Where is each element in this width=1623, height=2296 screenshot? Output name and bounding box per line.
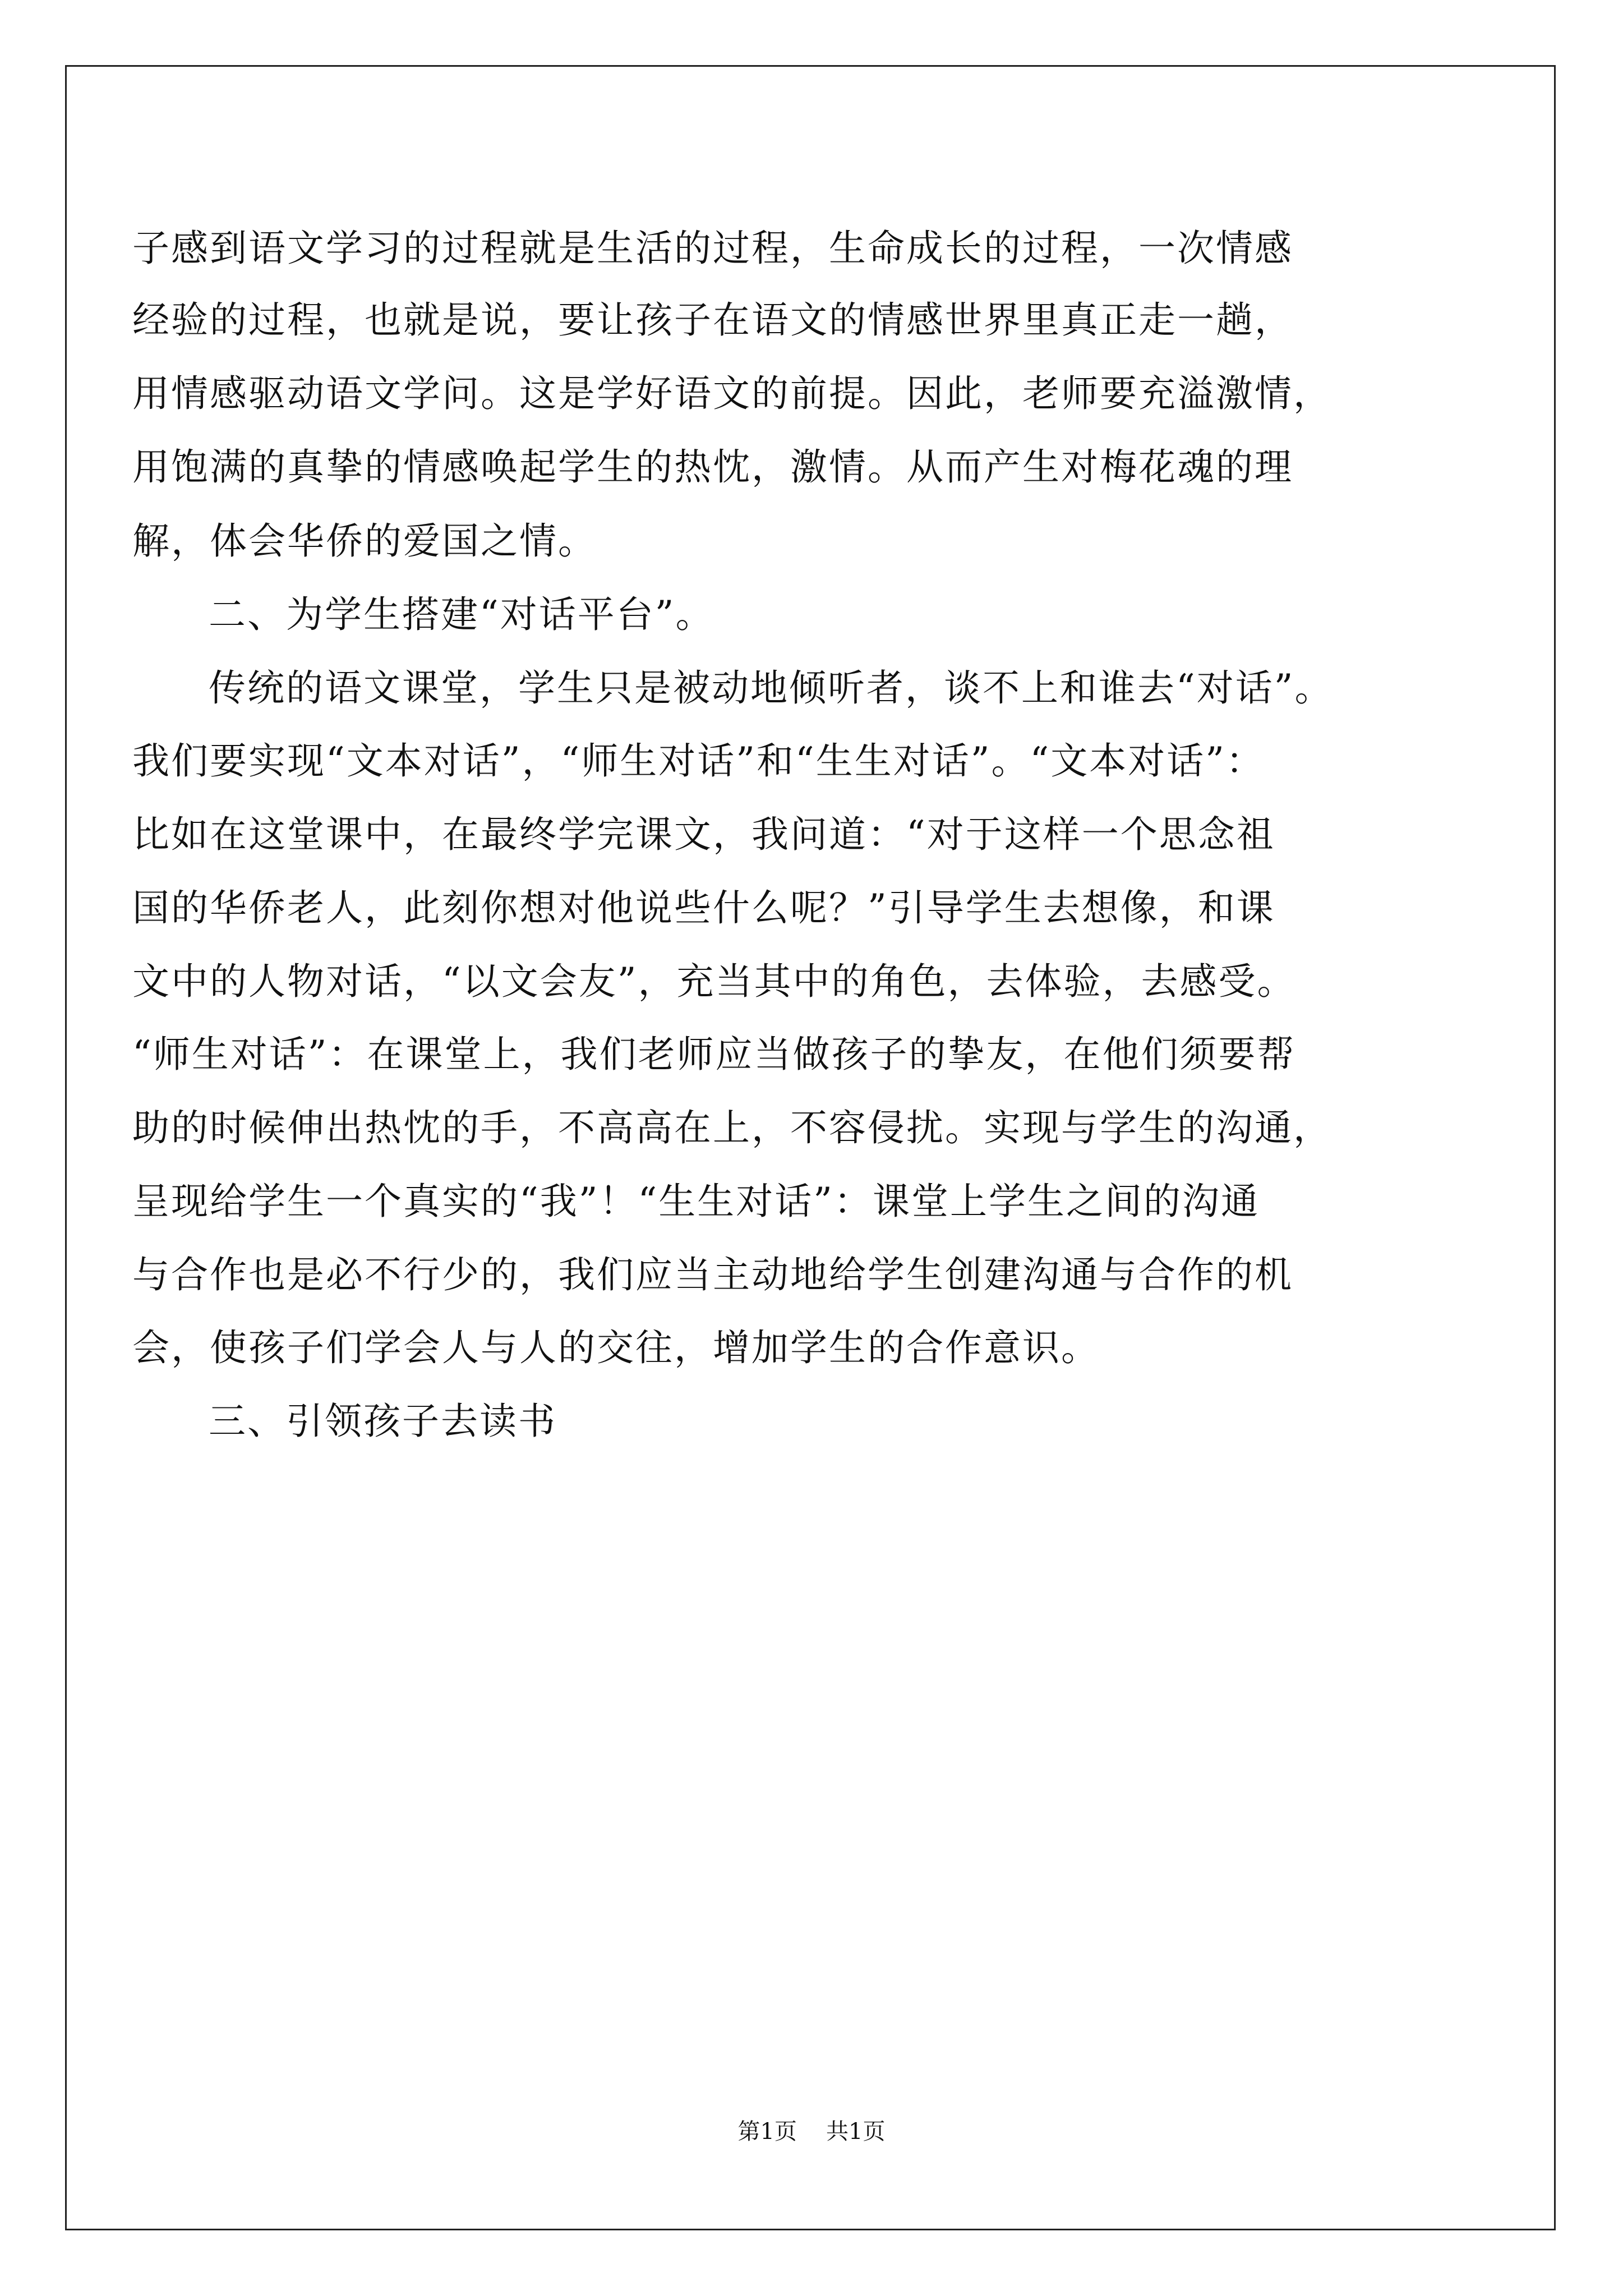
text-line: 解，体会华侨的爱国之情。: [132, 519, 597, 563]
page-number: 第1页: [737, 2119, 797, 2145]
text-line: “师生对话”：在课堂上，我们老师应当做孩子的挚友，在他们须要帮: [132, 1033, 1296, 1076]
page-footer: [0, 2120, 1623, 2143]
text-line: 呈现给学生一个真实的“我”！“生生对话”：课堂上学生之间的沟通: [132, 1180, 1260, 1223]
text-line: 用情感驱动语文学问。这是学好语文的前提。因此，老师要充溢激情，: [132, 372, 1332, 415]
section-heading: 三、引领孩子去读书: [209, 1400, 557, 1443]
text-line: 子感到语文学习的过程就是生活的过程，生命成长的过程，一次情感: [132, 227, 1293, 270]
text-line: 会，使孩子们学会人与人的交往，增加学生的合作意识。: [132, 1326, 1100, 1369]
text-line: 国的华侨老人，此刻你想对他说些什么呢？”引导学生去想像，和课: [132, 886, 1275, 930]
section-heading: 二、为学生搭建“对话平台”。: [209, 593, 714, 636]
text-line: 与合作也是必不行少的，我们应当主动地给学生创建沟通与合作的机: [132, 1253, 1293, 1296]
page-total: 共1页: [826, 2119, 886, 2145]
text-line: 传统的语文课堂，学生只是被动地倾听者，谈不上和谁去“对话”。: [209, 666, 1334, 710]
text-line: 比如在这堂课中，在最终学完课文，我问道：“对于这样一个思念祖: [132, 813, 1275, 856]
text-line: 我们要实现“文本对话”，“师生对话”和“生生对话”。“文本对话”：: [132, 739, 1265, 783]
text-line: 文中的人物对话，“以文会友”，充当其中的角色，去体验，去感受。: [132, 960, 1296, 1003]
text-line: 助的时候伸出热忱的手，不高高在上，不容侵扰。实现与学生的沟通，: [132, 1106, 1332, 1149]
text-line: 用饱满的真挚的情感唤起学生的热忱，激情。从而产生对梅花魂的理: [132, 445, 1293, 489]
text-line: 经验的过程，也就是说，要让孩子在语文的情感世界里真正走一趟，: [132, 298, 1293, 342]
